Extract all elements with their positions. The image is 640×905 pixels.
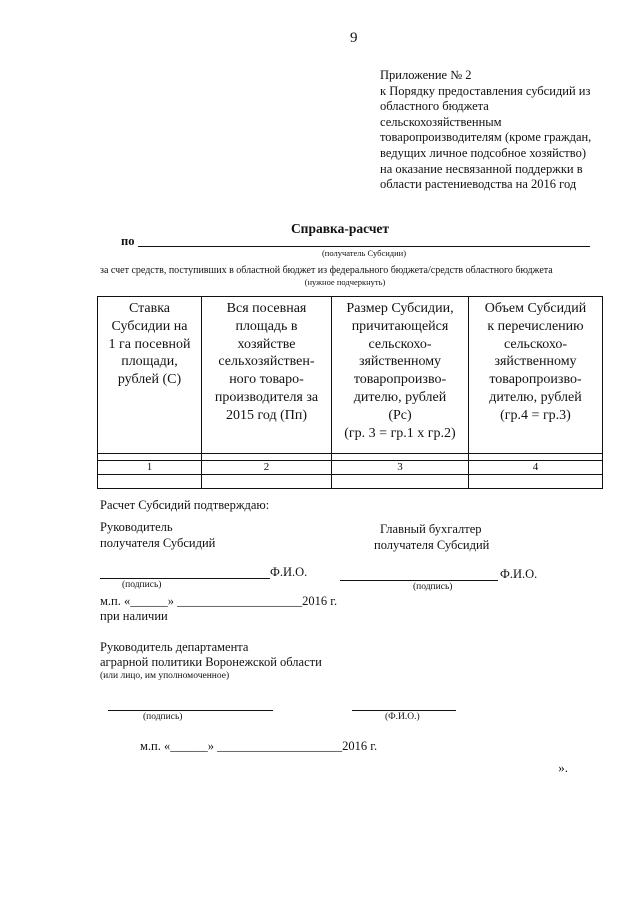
signature-caption: (подпись) — [413, 582, 453, 592]
appendix-header — [380, 68, 591, 193]
column-number-row — [98, 461, 603, 475]
column-number: 1 — [98, 461, 202, 475]
head-right-line: получателя Субсидий — [374, 538, 490, 552]
calculation-table — [97, 296, 603, 489]
table-header-row — [98, 297, 603, 454]
header-cell-area: Вся посевная площадь в хозяйстве сельхозяйствен- ного товаро- производителя за 2015 год (Пп) — [202, 297, 332, 454]
recipient-line — [138, 246, 590, 247]
po-label: по — [121, 234, 135, 248]
table-row — [98, 475, 603, 489]
authorized-note: (или лицо, им уполномоченное) — [100, 671, 230, 681]
signature-line — [108, 710, 273, 711]
appendix-line: на оказание несвязанной поддержки в — [380, 161, 583, 176]
page-number: 9 — [350, 30, 358, 46]
signature-line — [100, 578, 270, 579]
recipient-caption: (получатель Субсидии) — [321, 248, 407, 258]
head-right-line: Главный бухгалтер — [380, 522, 482, 536]
signature-caption: (подпись) — [143, 712, 183, 722]
fio-label: Ф.И.О. — [270, 565, 308, 579]
document-title: Справка-расчет — [290, 221, 390, 236]
department-head-line: Руководитель департамента — [100, 640, 249, 654]
header-cell-rate: Ставка Субсидии на 1 га посевной площади, рублей (С) — [98, 297, 202, 454]
closing-mark: ». — [558, 760, 568, 775]
appendix-line: к Порядку предоставления субсидий из — [380, 83, 591, 98]
fio-line — [352, 710, 456, 711]
signature-line — [340, 580, 498, 581]
department-head-line: аграрной политики Воронежской области — [100, 655, 322, 669]
funding-text: за счет средств, поступивших в областной бюджет из федерального бюджета/средств областного бюджета — [100, 265, 553, 276]
appendix-line: сельскохозяйственным — [380, 114, 502, 129]
head-left-line: получателя Субсидий — [100, 536, 216, 550]
confirm-text: Расчет Субсидий подтверждаю: — [100, 498, 270, 512]
fio-label: Ф.И.О. — [500, 567, 538, 581]
underline-caption: (нужное подчеркнуть) — [304, 277, 386, 287]
header-cell-subsidy-volume: Объем Субсидий к перечислению сельскохо- зяйственному товаропроизво- дителю, рублей (гр.4 = гр.3) — [469, 297, 603, 454]
mp-date-line: м.п. «______» ____________________2016 г. — [100, 594, 338, 608]
column-number: 4 — [469, 461, 603, 475]
column-number: 2 — [202, 461, 332, 475]
mp-date-line-2: м.п. «______» ____________________2016 г. — [140, 739, 378, 753]
appendix-line: области растениеводства на 2016 год — [380, 177, 577, 192]
appendix-line: Приложение № 2 — [380, 68, 472, 82]
appendix-line: областного бюджета — [380, 99, 489, 114]
appendix-line: товаропроизводителям (кроме граждан, — [380, 130, 592, 145]
appendix-line: ведущих личное подсобное хозяйство) — [380, 145, 586, 160]
head-left-line: Руководитель — [100, 520, 173, 534]
header-cell-subsidy-size: Размер Субсидии, причитающейся сельскохо- зяйственному товаропроизво- дителю, рублей (Рс) (гр. 3 = гр.1 х гр.2) — [332, 297, 469, 454]
fio-caption: (Ф.И.О.) — [385, 712, 420, 722]
signature-caption: (подпись) — [122, 580, 162, 590]
table-row — [98, 454, 603, 461]
if-any-note: при наличии — [100, 609, 168, 623]
column-number: 3 — [332, 461, 469, 475]
